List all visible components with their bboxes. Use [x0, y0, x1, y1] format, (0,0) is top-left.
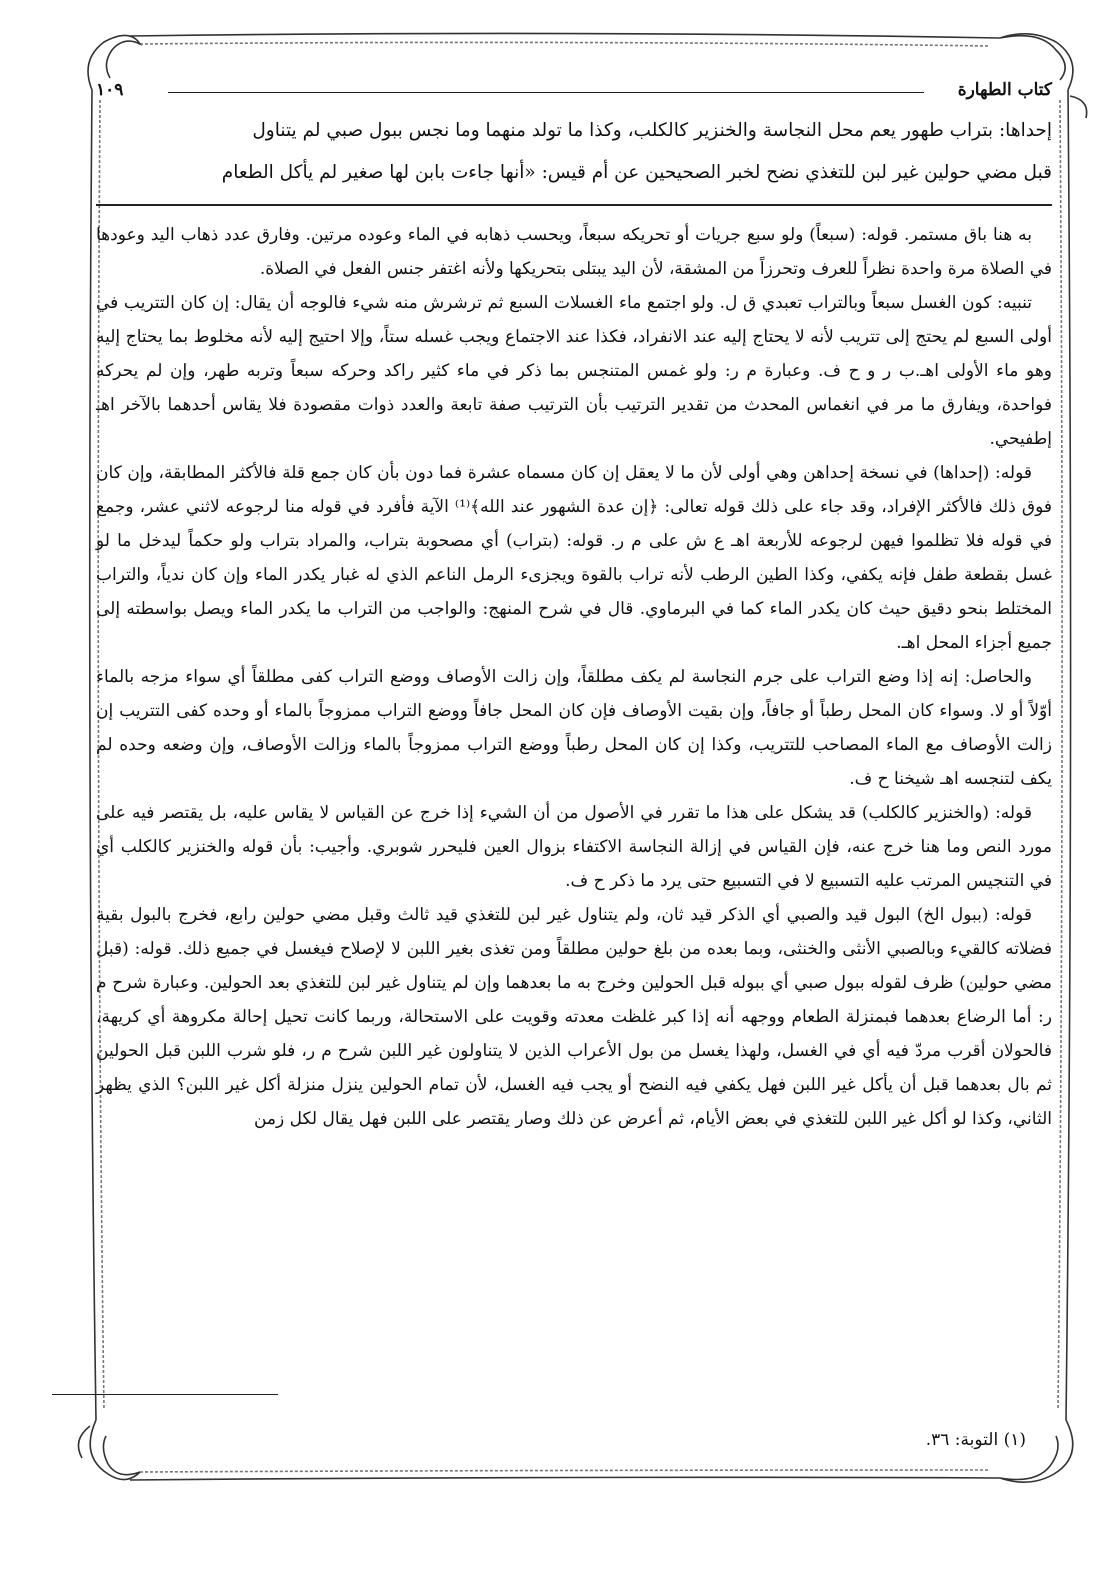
commentary-paragraph: تنبيه: كون الغسل سبعاً وبالتراب تعبدي ق ل. ولو اجتمع ماء الغسلات السبع ثم ترشرش منه شيء فالوجه أن يقال: إن كان التتريب في أولى السبع لم يحتج إلى تتريب لأنه لا يحتاج إليه عند الانفراد، فكذا عند الاجتماع ويجب غسله ستاً، وإلا احتيج إليه لأنه مخلوط بما يحتاج إليه وهو ماء الأولى اهـ.ب ر و ح ف. وعبارة م ر: ولو غمس المتنجس بما ذكر في ماء كثير راكد وحركه سبعاً وتربه طهر، وإن لم يحركه فواحدة، ويفارق ما مر في انغماس المحدث من تقدير الترتيب بأن الترتيب صفة تابعة والعدد ذوات مقصودة فلا يقاس أحدهما بالآخر اهـ إطفيحي.	[96, 293, 1052, 449]
matn-divider	[96, 204, 1052, 206]
book-title: كتاب الطهارة	[957, 80, 1052, 100]
commentary-paragraph: والحاصل: إنه إذا وضع التراب على جرم النجاسة لم يكف مطلقاً، وإن زالت الأوصاف ووضع التراب كفى مطلقاً أي سواء مزجه بالماء أوّلاً أو لا. وسواء كان المحل رطباً أو جافاً، وإن بقيت الأوصاف فإن كان المحل جافاً ووضع التراب ممزوجاً بالماء أو وحده كفى التتريب إن زالت الأوصاف مع الماء المصاحب للتتريب، وكذا إن كان المحل رطباً ووضع التراب ممزوجاً بالماء وزالت الأوصاف، وإن وضعه وحده لم يكف لتنجسه اهـ شيخنا ح ف.	[96, 667, 1052, 789]
commentary-text	[96, 218, 1052, 1136]
running-header	[96, 74, 1052, 110]
commentary-paragraph: قوله: (ببول الخ) البول قيد والصبي أي الذكر قيد ثان، ولم يتناول غير لبن للتغذي قيد ثالث وقبل مضي حولين رابع، فخرج بالبول بقية فضلاته كالقيء وبالصبي الأنثى والخنثى، وبما بعده من بلغ حولين مطلقاً ومن تغذى بغير اللبن لا لإصلاح فيغسل في جميع ذلك. قوله: (قبل مضي حولين) ظرف لقوله ببول صبي أي ببوله قبل الحولين وخرج به ما بعدهما وإن لم يتناول غير لبن للتغذي بعد الحولين. وعبارة شرح م ر: أما الرضاع بعدهما فبمنزلة الطعام ووجهه أنه إذا كبر غلظت معدته وقويت على الاستحالة، وربما كانت تحيل إحالة مكروهة أي كريهة، فالحولان أقرب مردّ فيه أي في الغسل، ولهذا يغسل من بول الأعراب الذين لا يتناولون غير اللبن شرح م ر، فلو شرب اللبن قبل الحولين ثم بال بعدهما قبل أن يأكل غير اللبن فهل يكفي فيه النضح أو يجب فيه الغسل، لأن تمام الحولين ينزل منزلة أكل غير اللبن؟ الذي يظهر الثاني، وكذا لو أكل غير اللبن للتغذي في بعض الأيام، ثم أعرض عن ذلك وصار يقتصر على اللبن فهل يقال لكل زمن	[96, 905, 1052, 1129]
footnote-divider	[52, 1394, 278, 1395]
header-rule	[168, 92, 924, 93]
matn-line: قبل مضي حولين غير لبن للتغذي نضح لخبر الصحيحين عن أم قيس: «أنها جاءت بابن لها صغير لم يأكل الطعام	[221, 162, 1052, 183]
footnote: (١) التوبة: ٣٦.	[925, 1430, 1026, 1450]
page-content	[96, 74, 1052, 1136]
commentary-paragraph: به هنا باق مستمر. قوله: (سبعاً) ولو سبع جريات أو تحريكه سبعاً، ويحسب ذهابه في الماء وعوده مرتين. وفارق عدد ذهاب اليد وعودها في الصلاة مرة واحدة نظراً للعرف وتحرزاً من المشقة، لأن اليد يبتلى بتحريكها ولأنه اغتفر جنس الفعل في الصلاة.	[96, 225, 1052, 279]
matn-line: إحداها: بتراب طهور يعم محل النجاسة والخنزير كالكلب، وكذا ما تولد منهما وما نجس ببول صبي لم يتناول	[252, 120, 1052, 141]
commentary-paragraph: قوله: (والخنزير كالكلب) قد يشكل على هذا ما تقرر في الأصول من أن الشيء إذا خرج عن القياس لا يقاس عليه، بل يقتصر فيه على مورد النص وما هنا خرج عنه، فإن القياس في إزالة النجاسة الاكتفاء بزوال العين فليحرر شوبري. وأجيب: بأن قوله والخنزير كالكلب أي في التنجيس المرتب عليه التسبيع لا في التسبيع حتى يرد ما ذكر ح ف.	[96, 803, 1052, 891]
page-number: ١٠٩	[96, 80, 124, 100]
commentary-paragraph: قوله: (إحداها) في نسخة إحداهن وهي أولى لأن ما لا يعقل إن كان مسماه عشرة فما دون بأن كان جمع قلة فالأكثر المطابقة، وإن كان فوق ذلك فالأكثر الإفراد، وقد جاء على ذلك قوله تعالى: ﴿إن عدة الشهور عند الله﴾⁽¹⁾ الآية فأفرد في قوله منا لرجوعه لاثني عشر، وجمع في قوله فلا تظلموا فيهن لرجوعه للأربعة اهـ ع ش على م ر. قوله: (بتراب) أي مصحوبة بتراب، والمراد بتراب ولو حكماً ليدخل ما لو غسل بقطعة طفل فإنه يكفي، وكذا الطين الرطب لأنه تراب بالقوة ويجزىء الرمل الناعم الذي له غبار يكدر الماء وإن كان ندياً، والتراب المختلط بنحو دقيق حيث كان يكدر الماء كما في البرماوي. قال في شرح المنهج: والواجب من التراب ما يكدر الماء ويصل بواسطته إلى جميع أجزاء المحل اهـ.	[96, 463, 1052, 653]
matn-text	[96, 110, 1052, 194]
